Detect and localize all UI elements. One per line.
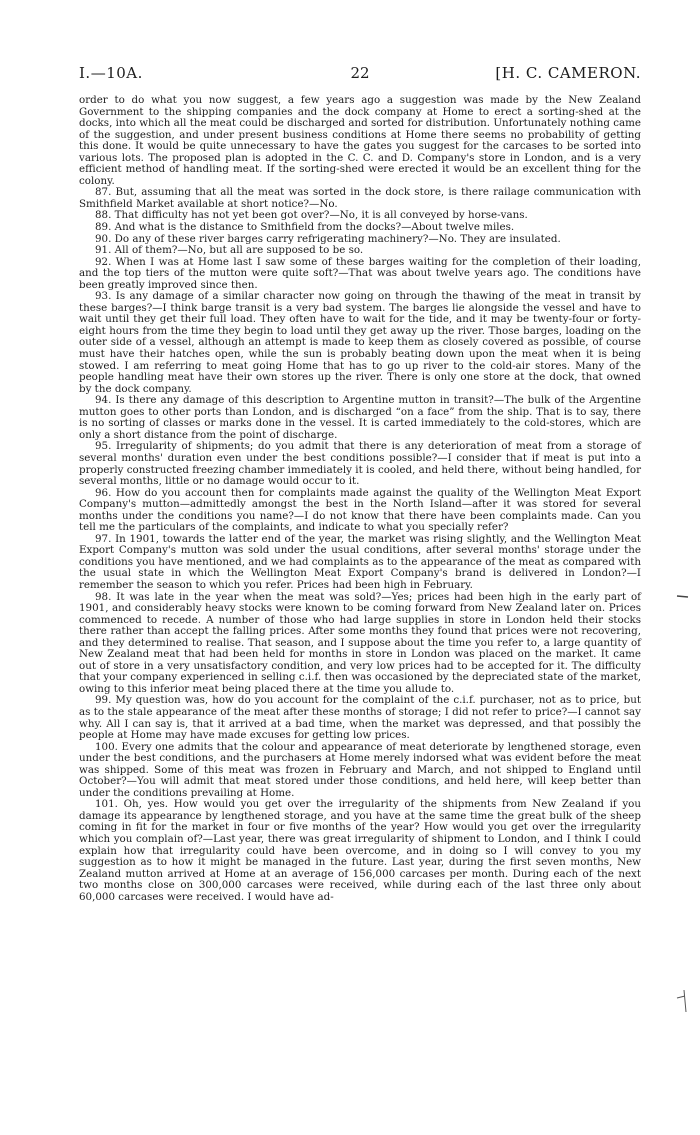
question-91: 91. All of them?—No, but all are supposed to be so.: [95, 244, 364, 257]
margin-dash-icon: [676, 593, 690, 601]
question-95: 95. Irregularity of shipments; do you admit that there is any deterioration of meat from a storage of several months' duration even under the best conditions possible?—I consider that if meat is put into a properly constructed freezing chamber immediately it is cooled, and held there, without being handled, for several months, little or no damage would occur to it.: [79, 440, 641, 488]
question-96: 96. How do you account then for complaints made against the quality of the Wellington Meat Export Company's mutton—admittedly amongst the best in the North Island—after it was stored for several months under the conditions you name?—I do not know that there have been complaints made. Can you tell me the particulars of the complaints, and indicate to what you specially refer?: [79, 486, 641, 534]
question-100: 100. Every one admits that the colour and appearance of meat deteriorate by lengthened storage, even under the best conditions, and the purchasers at Home merely indorsed what was evident before the meat was shipped. Some of this meat was frozen in February and March, and not shipped to England until October?—You will admit that meat stored under those conditions, and held here, will keep better than under the conditions prevailing at Home.: [79, 740, 641, 799]
question-87: 87. But, assuming that all the meat was sorted in the dock store, is there railage communication with Smithfield Market available at short notice?—No.: [79, 186, 641, 210]
witness-name: [H. C. CAMERON.: [495, 64, 641, 82]
document-reference: I.—10A.: [79, 64, 143, 82]
margin-dash-mark: [676, 590, 690, 604]
question-98: 98. It was late in the year when the meat was sold?—Yes; prices had been high in the early part of 1901, and considerably heavy stocks were known to be coming forward from New Zealand later on. Prices commenced to recede. A number of those who had large supplies in store in London held their stocks there rather than accept the falling prices. After some months they found that prices were not recovering, and they determined to realise. That season, and I suppose about the time you refer to, a large quantity of New Zealand meat that had been held for months in store in London was placed on the market. It came out of store in a very unsatisfactory condition, and very low prices had to be accepted for it. The difficulty that your company experienced in selling c.i.f. then was occasioned by the depreciated state of the market, owing to this inferior meat being placed there at the time you allude to.: [79, 590, 641, 695]
testimony-body: [79, 95, 641, 903]
question-94: 94. Is there any damage of this description to Argentine mutton in transit?—The bulk of the Argentine mutton goes to other ports than London, and is discharged “on a face” from the ship. That is to say, there is no sorting of classes or marks done in the vessel. It is carted immediately to the cold-stores, which are only a short distance from the point of discharge.: [79, 394, 641, 441]
margin-tick-mark: [676, 986, 694, 1017]
question-101: 101. Oh, yes. How would you get over the irregularity of the shipments from New Zealand if you damage its appearance by lengthened storage, and you have at the same time the great bulk of the sheep coming in fit for the market in four or five months of the year? How would you get over the irregularity which you complain of?—Last year, there was great irregularity of shipment to London, and I think I could explain how that irregularity could have been overcome, and in doing so I will convey to you my suggestion as to how it might be managed in the future. Last year, during the first seven months, New Zealand mutton arrived at Home at an average of 156,000 carcases per month. During each of the next two months close on 300,000 carcases were received, while during each of the last three only about 60,000 carcases were received. I would have ad-: [79, 798, 641, 903]
question-92: 92. When I was at Home last I saw some of these barges waiting for the completion of their loading, and the top tiers of the mutton were quite soft?—That was about twelve years ago. The conditions have been greatly improved since then.: [79, 255, 641, 291]
question-90: 90. Do any of these river barges carry refrigerating machinery?—No. They are insulated.: [95, 232, 561, 245]
page-header: [79, 64, 641, 86]
question-97: 97. In 1901, towards the latter end of the year, the market was rising slightly, and the Wellington Meat Export Company's mutton was sold under the usual conditions, after several months' storage under the conditions you have mentioned, and we had complaints as to the appearance of the meat as compared with the usual state in which the Wellington Meat Export Company's brand is delivered in London?—I remember the season to which you refer. Prices had been high in February.: [79, 532, 641, 591]
margin-tick-icon: [676, 986, 694, 1014]
question-93: 93. Is any damage of a similar character now going on through the thawing of the meat in transit by these barges?—I think barge transit is a very bad system. The barges lie alongside the vessel and have to wait until they get their full load. They often have to wait for the tide, and it may be twenty-four or forty-eight hours from the time they begin to load until they get away up the river. Those barges, loading on the outer side of a vessel, although an attempt is made to keep them as closely covered as possible, of course must have their hatches open, while the sun is probably beating down upon the meat when it is being stowed. I am referring to meat going Home that has to go up river to the cold-air stores. Many of the people handling meat have their own stores up the river. There is only one store at the dock, that owned by the dock company.: [79, 290, 641, 395]
paragraph-continuation: order to do what you now suggest, a few years ago a suggestion was made by the New Zealand Government to the shipping companies and the dock company at Home to erect a sorting-shed at the docks, into which all the meat could be discharged and sorted for distribution. Unfortunately nothing came of the suggestion, and under present business conditions at Home there seems no probability of getting this done. It would be quite unnecessary to have the gates you suggest for the carcases to be sorted into various lots. The proposed plan is adopted in the C. C. and D. Company's store in London, and is a very efficient method of handling meat. If the sorting-shed were erected it would be an excellent thing for the colony.: [79, 94, 641, 187]
question-89: 89. And what is the distance to Smithfield from the docks?—About twelve miles.: [95, 221, 515, 234]
page-number: 22: [350, 64, 370, 82]
question-99: 99. My question was, how do you account for the complaint of the c.i.f. purchaser, not as to price, but as to the stale appearance of the meat after these months of storage; I did not refer to price?—I cannot say why. All I can say is, that it arrived at a bad time, when the market was depressed, and that possibly the people at Home may have made excuses for getting low prices.: [79, 694, 641, 742]
question-88: 88. That difficulty has not yet been got over?—No, it is all conveyed by horse-vans.: [95, 209, 528, 222]
